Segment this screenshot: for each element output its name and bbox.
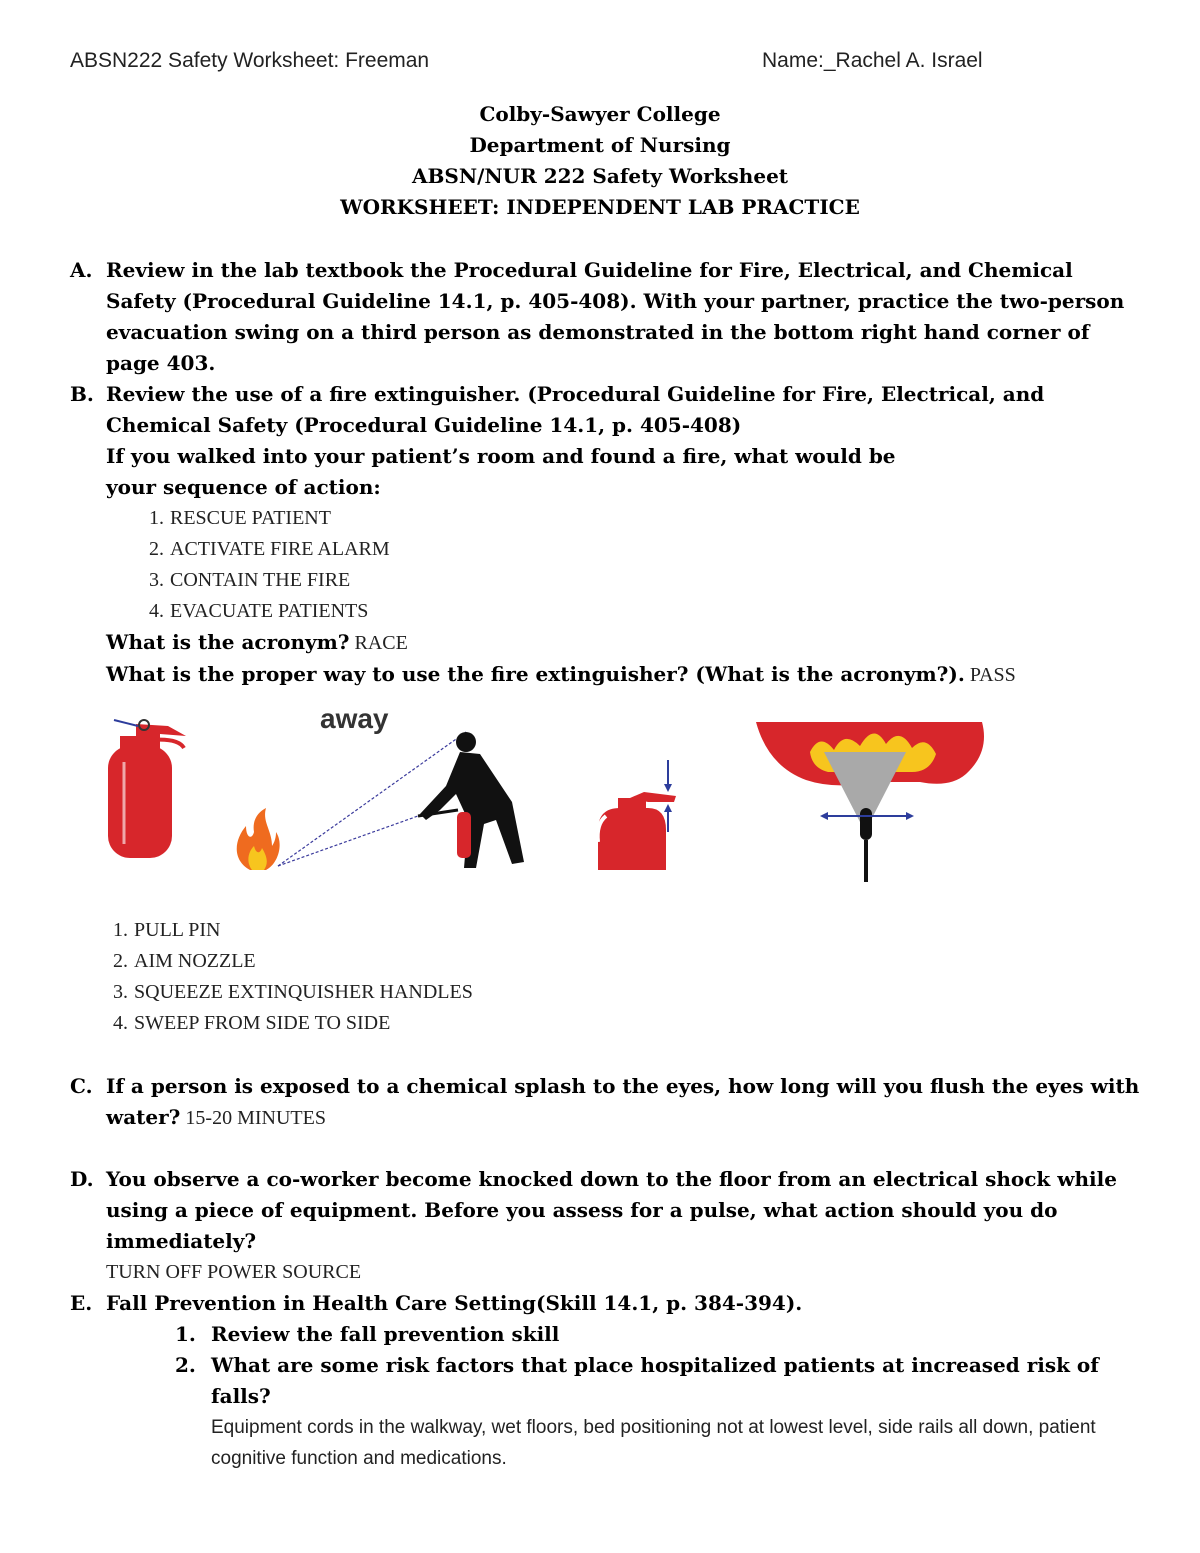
list-item: 4. SWEEP FROM SIDE TO SIDE: [113, 1012, 391, 1034]
section-b-letter: B.: [70, 382, 94, 406]
section-e-item-number: 1.: [175, 1322, 196, 1346]
aim-nozzle-image: [237, 712, 524, 870]
extinguisher-pull-pin-image: [108, 720, 186, 858]
list-item: 3. SQUEEZE EXTINQUISHER HANDLES: [113, 981, 473, 1003]
section-e-item-answer: Equipment cords in the walkway, wet floors, bed positioning not at lowest level, side rails all down, patient cognitive function and medications.: [211, 1417, 1096, 1469]
race-steps-list: [142, 503, 1140, 627]
section-e-item-2: [175, 1350, 1135, 1474]
list-item: 1. RESCUE PATIENT: [149, 507, 331, 529]
section-c-question: If a person is exposed to a chemical splash to the eyes, how long will you flush the eyes with water?: [106, 1074, 1140, 1129]
section-e: [70, 1288, 1140, 1319]
svg-text:away: away: [320, 712, 389, 734]
section-d-answer: TURN OFF POWER SOURCE: [106, 1261, 362, 1283]
pass-illustration: [100, 712, 1000, 892]
section-c-answer: 15-20 MINUTES: [180, 1107, 326, 1129]
worksheet-name: ABSN/NUR 222 Safety Worksheet: [411, 164, 789, 188]
section-e-item-1: [175, 1319, 1135, 1350]
section-e-letter: E.: [70, 1291, 93, 1315]
list-item: 2. AIM NOZZLE: [113, 950, 256, 972]
section-a-text: Review in the lab textbook the Procedural Guideline for Fire, Electrical, and Chemical Safety (Procedural Guideline 14.1, p. 405-408). With your partner, practice the two-person evacuation swing on a third person as demonstrated in the bottom right hand corner of page 403.: [106, 258, 1125, 375]
sweep-side-to-side-image: [756, 722, 984, 882]
list-item: 4. EVACUATE PATIENTS: [149, 600, 369, 622]
squeeze-handles-image: [598, 760, 676, 870]
list-item: 3. CONTAIN THE FIRE: [149, 569, 351, 591]
section-e-text: Fall Prevention in Health Care Setting(Skill 14.1, p. 384-394).: [106, 1291, 803, 1315]
section-d-letter: D.: [70, 1167, 94, 1191]
section-a-letter: A.: [70, 258, 93, 282]
section-c: [70, 1071, 1140, 1134]
list-item: 1. PULL PIN: [113, 919, 221, 941]
pass-steps-list: [106, 915, 473, 1039]
department-name: Department of Nursing: [469, 133, 731, 157]
section-a: [70, 255, 1140, 379]
header-student-name: Name:_Rachel A. Israel: [762, 49, 983, 72]
acronym-answer: RACE: [349, 632, 408, 654]
college-name: Colby-Sawyer College: [479, 102, 721, 126]
header-course-title: ABSN222 Safety Worksheet: Freeman: [70, 49, 430, 72]
section-b-intro: Review the use of a fire extinguisher. (Procedural Guideline for Fire, Electrical, and Chemical Safety (Procedural Guideline 14.1, p. 405-408): [106, 382, 1045, 437]
extinguisher-question-row: [106, 659, 1140, 691]
worksheet-subtitle: WORKSHEET: INDEPENDENT LAB PRACTICE: [340, 195, 860, 219]
acronym-question: What is the acronym?: [106, 630, 350, 654]
section-c-letter: C.: [70, 1074, 93, 1098]
section-b-question-sequence: If you walked into your patient’s room and found a fire, what would be your sequence of action:: [106, 444, 896, 499]
acronym-question-row: [106, 627, 1140, 659]
list-item: 2. ACTIVATE FIRE ALARM: [149, 538, 390, 560]
section-e-item-question: What are some risk factors that place hospitalized patients at increased risk of falls?: [211, 1353, 1099, 1408]
extinguisher-answer: PASS: [964, 664, 1016, 686]
section-d-question: You observe a co-worker become knocked down to the floor from an electrical shock while using a piece of equipment. Before you assess for a pulse, what action should you do immediately?: [106, 1167, 1117, 1253]
section-b: [70, 379, 1140, 691]
section-d: [70, 1164, 1140, 1288]
section-e-item-question: Review the fall prevention skill: [211, 1322, 560, 1346]
section-e-item-number: 2.: [175, 1353, 196, 1377]
extinguisher-question: What is the proper way to use the fire extinguisher? (What is the acronym?).: [106, 662, 965, 686]
document-title-block: [0, 99, 1200, 223]
